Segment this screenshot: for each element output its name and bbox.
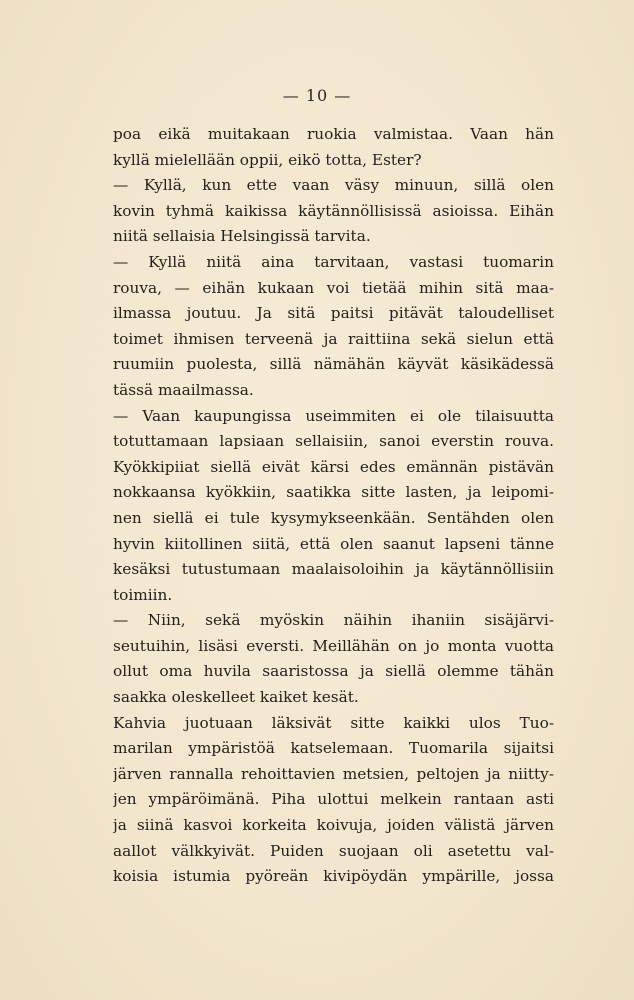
text-line: marilan ympäristöä katselemaan. Tuomarila sijaitsi — [113, 739, 554, 758]
text-line: jen ympäröimänä. Piha ulottui melkein rantaan asti — [113, 790, 554, 809]
text-line: nen siellä ei tule kysymykseenkään. Sentähden olen — [113, 508, 554, 527]
text-line: — Vaan kaupungissa useimmiten ei ole tilaisuutta — [113, 406, 554, 425]
text-line: ollut oma huvila saaristossa ja siellä olemme tähän — [113, 662, 554, 681]
text-line: tässä maailmassa. — [113, 380, 254, 399]
text-line: — Niin, sekä myöskin näihin ihaniin sisäjärvi- — [113, 611, 554, 630]
page-number: — 10 — — [282, 86, 352, 105]
text-line: — Kyllä, kun ette vaan väsy minuun, sillä olen — [113, 176, 554, 195]
text-line: toimiin. — [113, 585, 173, 604]
text-line: poa eikä muitakaan ruokia valmistaa. Vaan hän — [113, 125, 554, 143]
text-line: saakka oleskelleet kaiket kesät. — [113, 688, 359, 707]
text-line: kyllä mielellään oppii, eikö totta, Ester? — [113, 150, 422, 169]
text-line: rouva, — eihän kukaan voi tietää mihin sitä maa- — [113, 278, 554, 297]
body-text — [113, 122, 554, 890]
text-line: niitä sellaisia Helsingissä tarvita. — [113, 227, 371, 246]
text-line: aallot välkkyivät. Puiden suojaan oli asetettu val- — [113, 841, 554, 860]
text-line: ruumiin puolesta, sillä nämähän käyvät käsikädessä — [113, 355, 554, 374]
text-line: totuttamaan lapsiaan sellaisiin, sanoi everstin rouva. — [113, 432, 554, 451]
text-line: Kahvia juotuaan läksivät sitte kaikki ulos Tuo- — [113, 713, 554, 732]
text-line: toimet ihmisen terveenä ja raittiina sekä sielun että — [113, 329, 554, 348]
text-line: seutuihin, lisäsi eversti. Meillähän on jo monta vuotta — [113, 636, 554, 655]
text-line: kovin tyhmä kaikissa käytännöllisissä asioissa. Eihän — [113, 201, 554, 220]
text-line: kesäksi tutustumaan maalaisoloihin ja käytännöllisiin — [113, 560, 554, 579]
text-line: koisia istumia pyöreän kivipöydän ympärille, jossa — [113, 867, 554, 886]
text-line: järven rannalla rehoittavien metsien, peltojen ja niitty- — [113, 764, 554, 783]
text-line: hyvin kiitollinen siitä, että olen saanut lapseni tänne — [113, 534, 554, 553]
text-line: Kyökkipiiat siellä eivät kärsi edes emännän pistävän — [113, 457, 554, 476]
text-line: — Kyllä niitä aina tarvitaan, vastasi tuomarin — [113, 252, 554, 271]
text-line: ja siinä kasvoi korkeita koivuja, joiden välistä järven — [113, 816, 554, 835]
text-line: nokkaansa kyökkiin, saatikka sitte lasten, ja leipomi- — [113, 483, 554, 502]
text-line: ilmassa joutuu. Ja sitä paitsi pitävät taloudelliset — [113, 304, 554, 323]
